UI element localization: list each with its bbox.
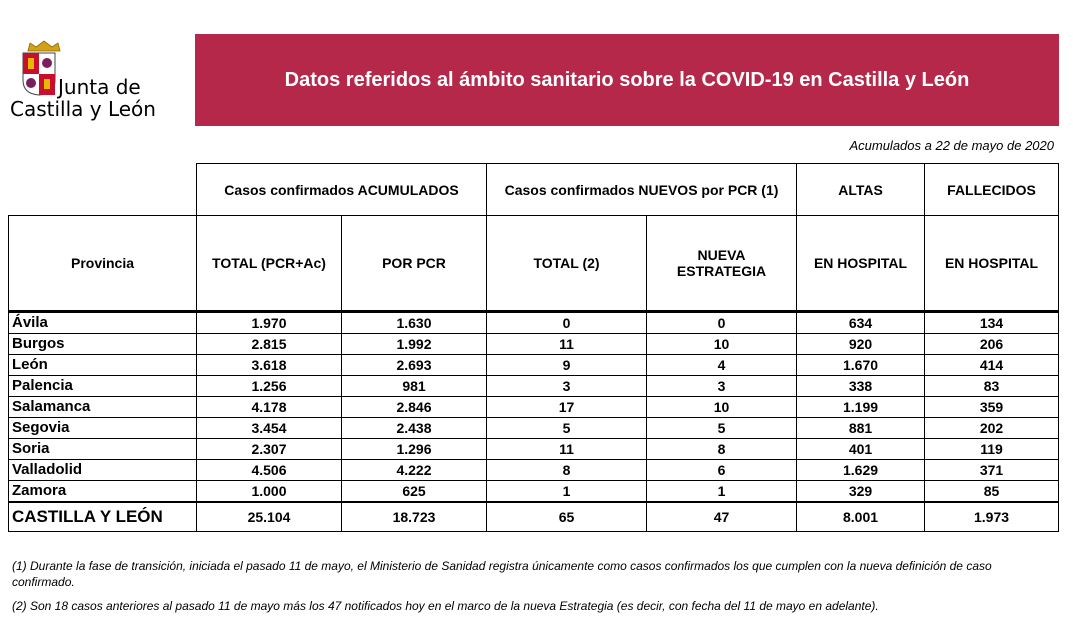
table-row (9, 312, 1059, 334)
table-cell: 3 (647, 376, 797, 397)
table-row (9, 334, 1059, 355)
table-cell: 4.506 (197, 460, 342, 481)
table-cell: 2.307 (197, 439, 342, 460)
table-row (9, 376, 1059, 397)
province-name: Salamanca (9, 397, 197, 418)
province-name: Palencia (9, 376, 197, 397)
total-cell: 65 (487, 502, 647, 532)
table-cell: 83 (925, 376, 1059, 397)
table-cell: 6 (647, 460, 797, 481)
table-cell: 2.693 (342, 355, 487, 376)
total-cell: 18.723 (342, 502, 487, 532)
header-blank (9, 164, 197, 216)
footnote-2: (2) Son 18 casos anteriores al pasado 11 de mayo más los 47 notificados hoy en el marco de la nueva Estrategia (es decir, con fecha del 11 de mayo en adelante). (12, 599, 879, 613)
table-cell: 634 (797, 312, 925, 334)
junta-logo (10, 40, 190, 125)
table-cell: 4.178 (197, 397, 342, 418)
table-cell: 338 (797, 376, 925, 397)
table-cell: 3.454 (197, 418, 342, 439)
table-cell: 1 (487, 481, 647, 503)
province-name: Valladolid (9, 460, 197, 481)
table-cell: 11 (487, 439, 647, 460)
logo-line1: Junta de (58, 75, 141, 99)
province-name: Zamora (9, 481, 197, 503)
table-cell: 401 (797, 439, 925, 460)
table-cell: 1.670 (797, 355, 925, 376)
table-cell: 4 (647, 355, 797, 376)
table-cell: 1.199 (797, 397, 925, 418)
footnote-1: (1) Durante la fase de transición, iniciada el pasado 11 de mayo, el Ministerio de Sanidad registra únicamente como casos confirmados los que cumplen con la nueva definición de caso confirmado. (12, 559, 992, 589)
logo-line2: Castilla y León (10, 97, 156, 121)
col-header-por-pcr: POR PCR (342, 216, 487, 312)
province-name: León (9, 355, 197, 376)
province-name: Burgos (9, 334, 197, 355)
province-name: Ávila (9, 312, 197, 334)
group-header-nuevos: Casos confirmados NUEVOS por PCR (1) (487, 164, 797, 216)
table-cell: 1.296 (342, 439, 487, 460)
table-row (9, 439, 1059, 460)
table-row (9, 418, 1059, 439)
table-cell: 359 (925, 397, 1059, 418)
table-cell: 10 (647, 397, 797, 418)
table-cell: 2.438 (342, 418, 487, 439)
table-cell: 206 (925, 334, 1059, 355)
table-cell: 0 (487, 312, 647, 334)
table-cell: 9 (487, 355, 647, 376)
total-cell: 25.104 (197, 502, 342, 532)
total-row (9, 502, 1059, 532)
table-cell: 1.629 (797, 460, 925, 481)
table-cell: 10 (647, 334, 797, 355)
group-header-fallecidos: FALLECIDOS (925, 164, 1059, 216)
table-cell: 119 (925, 439, 1059, 460)
date-note: Acumulados a 22 de mayo de 2020 (849, 138, 1054, 153)
table-cell: 920 (797, 334, 925, 355)
col-header-altas-hospital: EN HOSPITAL (797, 216, 925, 312)
table-cell: 1.000 (197, 481, 342, 503)
table-cell: 3.618 (197, 355, 342, 376)
total-label: CASTILLA Y LEÓN (9, 502, 197, 532)
crown-icon (26, 40, 62, 52)
table-cell: 329 (797, 481, 925, 503)
table-cell: 8 (647, 439, 797, 460)
table-cell: 1.256 (197, 376, 342, 397)
table-cell: 2.815 (197, 334, 342, 355)
banner-title: Datos referidos al ámbito sanitario sobre la COVID-19 en Castilla y León (284, 68, 970, 91)
col-header-total-2: TOTAL (2) (487, 216, 647, 312)
total-cell: 1.973 (925, 502, 1059, 532)
group-header-acumulados: Casos confirmados ACUMULADOS (197, 164, 487, 216)
table-cell: 8 (487, 460, 647, 481)
table-cell: 881 (797, 418, 925, 439)
col-header-nueva-estrategia: NUEVA ESTRATEGIA (647, 216, 797, 312)
table-cell: 4.222 (342, 460, 487, 481)
table-cell: 17 (487, 397, 647, 418)
table-body (9, 312, 1059, 532)
table-cell: 5 (647, 418, 797, 439)
table-row (9, 397, 1059, 418)
table-cell: 0 (647, 312, 797, 334)
table-cell: 981 (342, 376, 487, 397)
table-cell: 1 (647, 481, 797, 503)
table-cell: 414 (925, 355, 1059, 376)
table-cell: 85 (925, 481, 1059, 503)
table-cell: 2.846 (342, 397, 487, 418)
table-cell: 11 (487, 334, 647, 355)
province-name: Segovia (9, 418, 197, 439)
table-cell: 3 (487, 376, 647, 397)
province-name: Soria (9, 439, 197, 460)
table-cell: 5 (487, 418, 647, 439)
table-cell: 202 (925, 418, 1059, 439)
table-row (9, 460, 1059, 481)
table-cell: 1.630 (342, 312, 487, 334)
total-cell: 47 (647, 502, 797, 532)
table-row (9, 355, 1059, 376)
group-header-altas: ALTAS (797, 164, 925, 216)
col-header-provincia: Provincia (9, 216, 197, 312)
covid-data-table (8, 163, 1059, 532)
table-cell: 134 (925, 312, 1059, 334)
coat-of-arms-icon (22, 52, 56, 96)
col-header-fallecidos-hospital: EN HOSPITAL (925, 216, 1059, 312)
table-cell: 625 (342, 481, 487, 503)
table-cell: 371 (925, 460, 1059, 481)
col-header-total-pcr-ac: TOTAL (PCR+Ac) (197, 216, 342, 312)
total-cell: 8.001 (797, 502, 925, 532)
table-cell: 1.992 (342, 334, 487, 355)
table-row (9, 481, 1059, 503)
title-banner (195, 34, 1059, 126)
table-cell: 1.970 (197, 312, 342, 334)
